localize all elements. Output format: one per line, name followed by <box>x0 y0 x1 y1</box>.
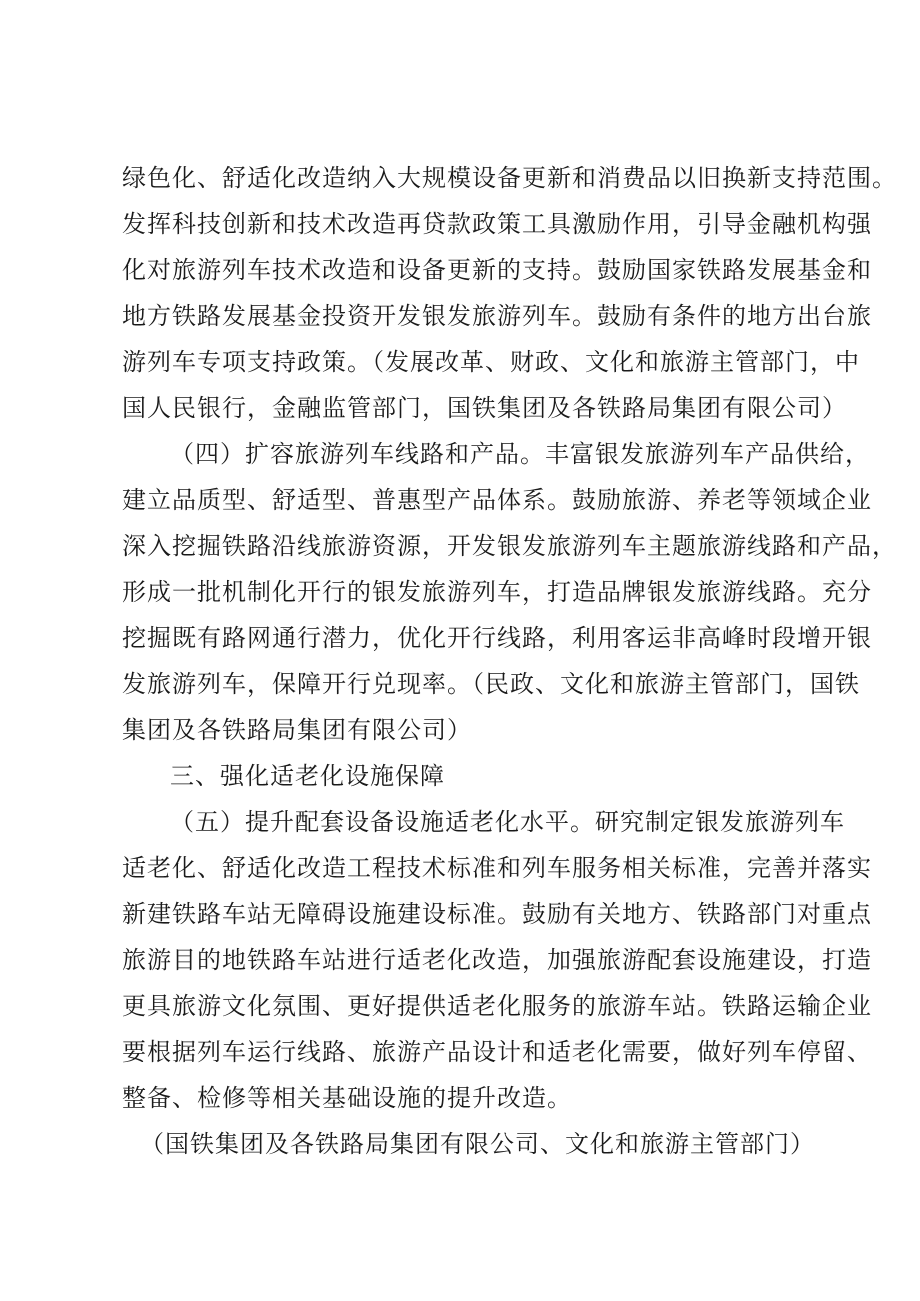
paragraph-line: 集团及各铁路局集团有限公司） <box>122 716 472 744</box>
paragraph-line: 整备、检修等相关基础设施的提升改造。 <box>122 1084 572 1112</box>
paragraph-line: 游列车专项支持政策。（发展改革、财政、文化和旅游主管部门，中 <box>122 348 860 376</box>
paragraph-line: 发旅游列车，保障开行兑现率。（民政、文化和旅游主管部门，国铁 <box>122 670 860 698</box>
paragraph-line: 深入挖掘铁路沿线旅游资源，开发银发旅游列车主题旅游线路和产品， <box>122 532 897 560</box>
paragraph-line: 发挥科技创新和技术改造再贷款政策工具激励作用，引导金融机构强 <box>122 210 872 238</box>
paragraph-line: （四）扩容旅游列车线路和产品。丰富银发旅游列车产品供给， <box>170 440 870 468</box>
paragraph-line: 更具旅游文化氛围、更好提供适老化服务的旅游车站。铁路运输企业 <box>122 992 872 1020</box>
paragraph-line: 旅游目的地铁路车站进行适老化改造，加强旅游配套设施建设，打造 <box>122 946 872 974</box>
attribution-line: （国铁集团及各铁路局集团有限公司、文化和旅游主管部门） <box>140 1130 815 1158</box>
paragraph-line: （五）提升配套设备设施适老化水平。研究制定银发旅游列车 <box>170 808 845 836</box>
paragraph-line: 地方铁路发展基金投资开发银发旅游列车。鼓励有条件的地方出台旅 <box>122 302 872 330</box>
paragraph-line: 绿色化、舒适化改造纳入大规模设备更新和消费品以旧换新支持范围。 <box>122 164 897 192</box>
paragraph-line: 建立品质型、舒适型、普惠型产品体系。鼓励旅游、养老等领域企业 <box>122 486 872 514</box>
paragraph-line: 国人民银行，金融监管部门，国铁集团及各铁路局集团有限公司） <box>122 394 847 422</box>
paragraph-line: 要根据列车运行线路、旅游产品设计和适老化需要，做好列车停留、 <box>122 1038 872 1066</box>
paragraph-line: 新建铁路车站无障碍设施建设标准。鼓励有关地方、铁路部门对重点 <box>122 900 872 928</box>
paragraph-line: 适老化、舒适化改造工程技术标准和列车服务相关标准，完善并落实 <box>122 854 872 882</box>
paragraph-line: 形成一批机制化开行的银发旅游列车，打造品牌银发旅游线路。充分 <box>122 578 872 606</box>
paragraph-line: 挖掘既有路网通行潜力，优化开行线路，利用客运非高峰时段增开银 <box>122 624 872 652</box>
section-heading: 三、强化适老化设施保障 <box>170 762 445 790</box>
paragraph-line: 化对旅游列车技术改造和设备更新的支持。鼓励国家铁路发展基金和 <box>122 256 872 284</box>
